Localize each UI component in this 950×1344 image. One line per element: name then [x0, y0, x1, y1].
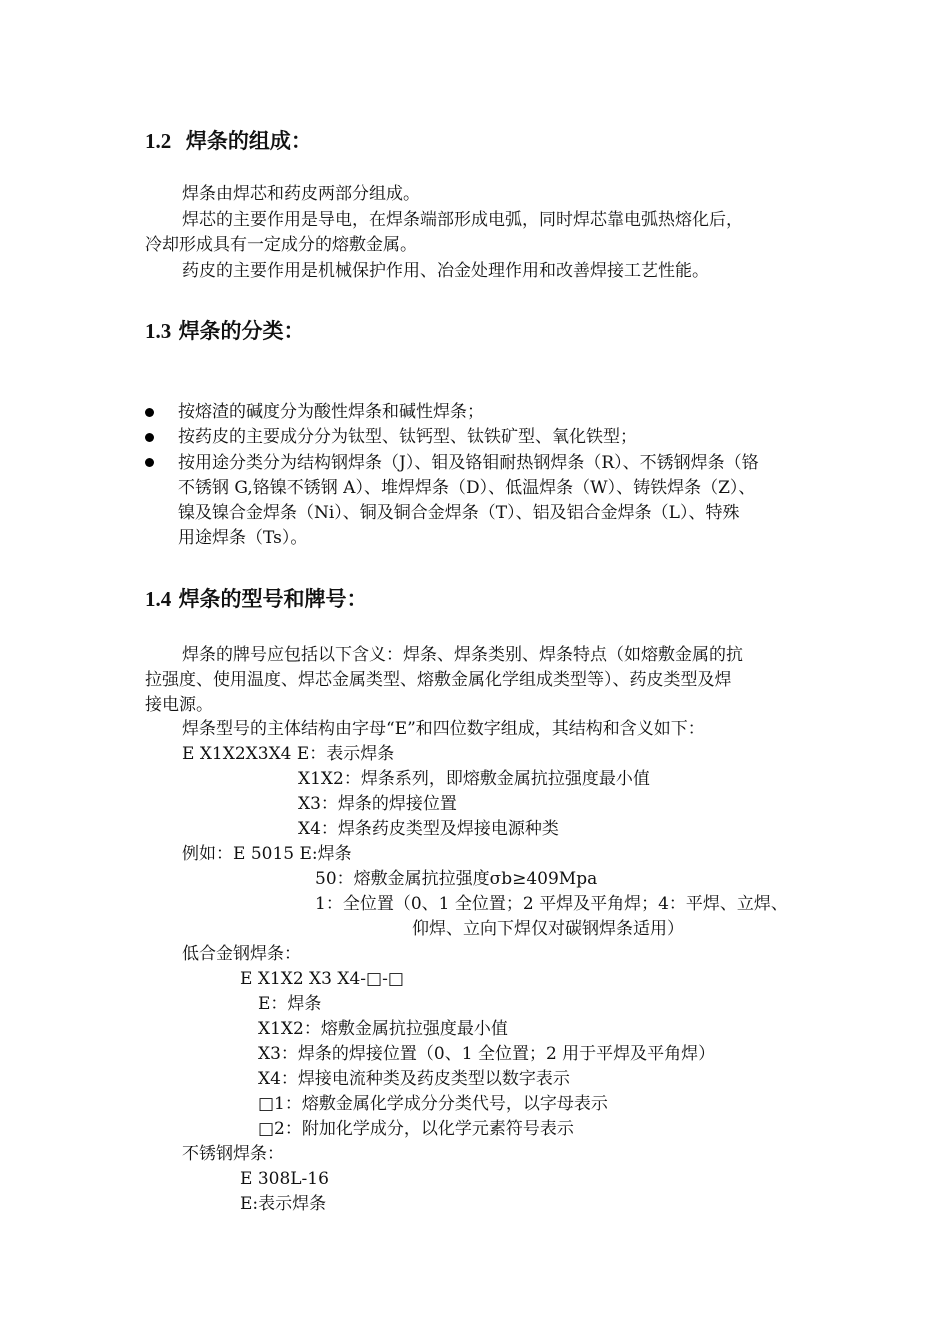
code-line: X3：焊条的焊接位置: [298, 794, 457, 814]
code-line: X4：焊条药皮类型及焊接电源种类: [298, 819, 559, 839]
paragraph-line: 焊芯的主要作用是导电，在焊条端部形成电弧，同时焊芯靠电弧热熔化后，: [182, 210, 743, 230]
code-line: E:表示焊条: [240, 1194, 327, 1214]
list-item-line: 不锈钢 G,铬镍不锈钢 A）、堆焊焊条（D）、低温焊条（W）、铸铁焊条（Z）、: [178, 478, 756, 498]
code-line: X3：焊条的焊接位置（0、1 全位置；2 用于平焊及平角焊）: [258, 1044, 716, 1064]
list-item-line: 按熔渣的碱度分为酸性焊条和碱性焊条；: [178, 402, 484, 422]
example-line: 1：全位置（0、1 全位置；2 平焊及平角焊；4：平焊、立焊、: [315, 894, 788, 914]
section-number: 1.4: [145, 587, 172, 611]
section-title: 焊条的型号和牌号：: [178, 587, 368, 611]
code-line: □1：熔敷金属化学成分分类代号，以字母表示: [258, 1094, 608, 1114]
example-line: 仰焊、立向下焊仅对碳钢焊条适用）: [412, 919, 684, 939]
list-item-line: 用途焊条（Ts）。: [178, 528, 308, 548]
section-heading-1-4: [145, 585, 368, 613]
section-number: 1.2: [145, 129, 172, 153]
code-line: E 308L-16: [240, 1169, 329, 1189]
bullet-dot-icon: [145, 408, 154, 417]
code-line: E：焊条: [258, 994, 322, 1014]
subheading-line: 不锈钢焊条：: [182, 1144, 284, 1164]
example-line: 例如：E 5015 E:焊条: [182, 844, 352, 864]
paragraph-line: 焊条型号的主体结构由字母“E”和四位数字组成，其结构和含义如下：: [182, 719, 705, 739]
list-item-line: 按用途分类分为结构钢焊条（J）、钼及铬钼耐热钢焊条（R）、不锈钢焊条（铬: [178, 453, 759, 473]
code-line: X1X2：焊条系列，即熔敷金属抗拉强度最小值: [298, 769, 650, 789]
paragraph-line: 药皮的主要作用是机械保护作用、冶金处理作用和改善焊接工艺性能。: [182, 261, 709, 281]
section-heading-1-3: [145, 317, 305, 345]
subheading-line: 低合金钢焊条：: [182, 944, 301, 964]
paragraph-line: 焊条由焊芯和药皮两部分组成。: [182, 184, 420, 204]
section-number: 1.3: [145, 319, 172, 343]
code-line: E X1X2 X3 X4-□-□: [240, 969, 404, 989]
bullet-dot-icon: [145, 433, 154, 442]
code-line: □2：附加化学成分，以化学元素符号表示: [258, 1119, 574, 1139]
code-line: X1X2：熔敷金属抗拉强度最小值: [258, 1019, 508, 1039]
section-heading-1-2: [145, 127, 312, 155]
paragraph-line: 冷却形成具有一定成分的熔敷金属。: [145, 235, 417, 255]
paragraph-line: 接电源。: [145, 695, 213, 715]
list-item-line: 镍及镍合金焊条（Ni）、铜及铜合金焊条（T）、铝及铝合金焊条（L）、特殊: [178, 503, 740, 523]
code-line: E X1X2X3X4 E：表示焊条: [182, 744, 395, 764]
paragraph-line: 拉强度、使用温度、焊芯金属类型、熔敷金属化学组成类型等）、药皮类型及焊: [145, 670, 732, 690]
paragraph-line: 焊条的牌号应包括以下含义：焊条、焊条类别、焊条特点（如熔敷金属的抗: [182, 645, 743, 665]
section-title: 焊条的分类：: [178, 319, 305, 343]
list-item-line: 按药皮的主要成分分为钛型、钛钙型、钛铁矿型、氧化铁型；: [178, 427, 637, 447]
example-line: 50：熔敷金属抗拉强度σb≥409Mpa: [315, 869, 598, 889]
section-title: 焊条的组成：: [185, 129, 312, 153]
code-line: X4：焊接电流种类及药皮类型以数字表示: [258, 1069, 570, 1089]
bullet-dot-icon: [145, 458, 154, 467]
